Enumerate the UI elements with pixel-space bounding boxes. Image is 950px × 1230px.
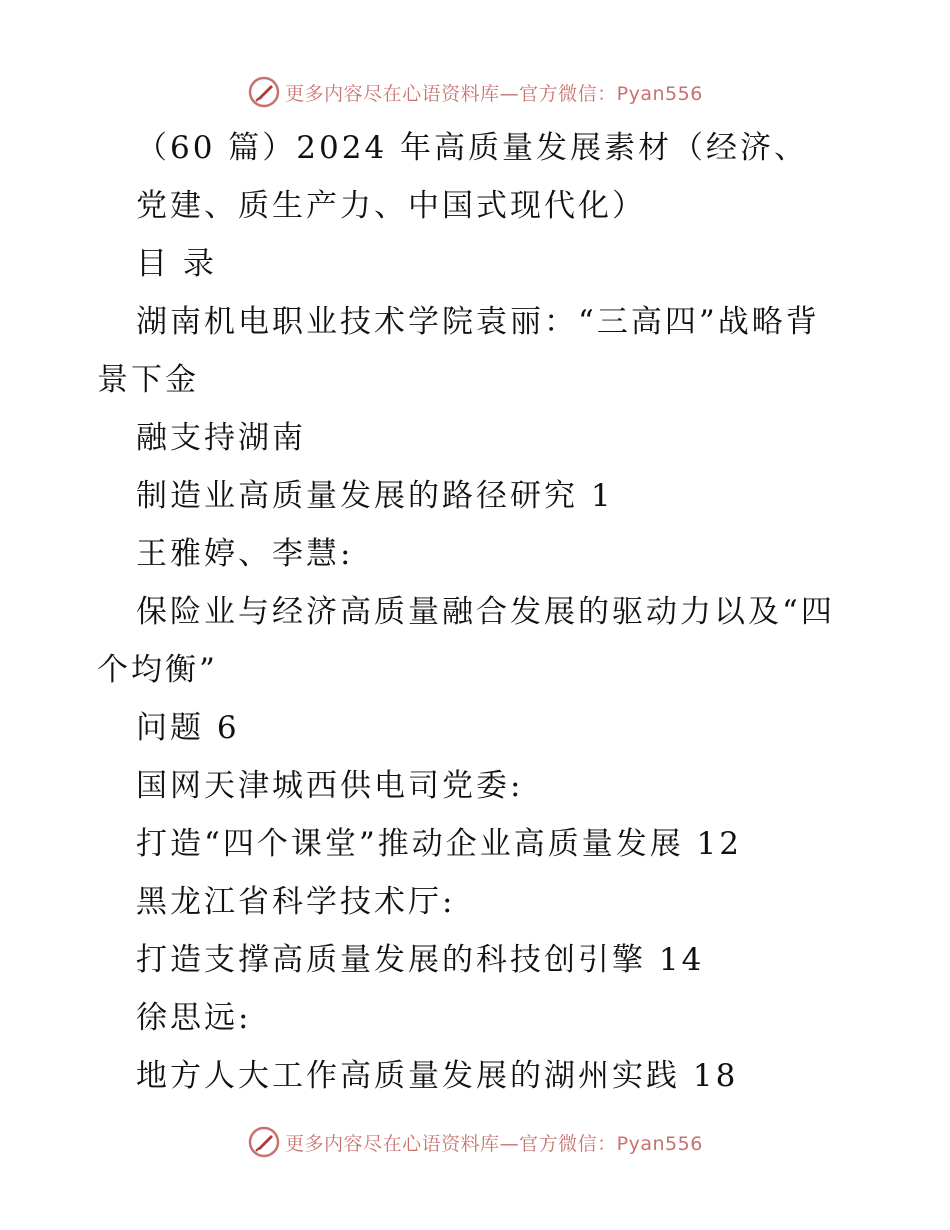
quill-logo-icon: [247, 1125, 281, 1159]
toc-entry: 打造支撑高质量发展的科技创引擎 14: [136, 942, 705, 978]
toc-entry: 景下金: [97, 362, 199, 398]
toc-entry: 徐思远:: [136, 1000, 252, 1036]
toc-entry: 黑龙江省科学技术厅:: [136, 884, 456, 920]
toc-entry: 湖南机电职业技术学院袁丽：“三高四”战略背: [136, 304, 820, 340]
toc-entry: 打造“四个课堂”推动企业高质量发展 12: [136, 826, 742, 862]
watermark-text: 更多内容尽在心语资料库—官方微信：Pyan556: [285, 82, 703, 105]
toc-heading: 目 录: [136, 246, 217, 282]
watermark-text: 更多内容尽在心语资料库—官方微信：Pyan556: [285, 1132, 703, 1155]
quill-logo-icon: [247, 75, 281, 109]
watermark-banner-top: [0, 72, 950, 112]
toc-entry: 融支持湖南: [136, 420, 306, 456]
document-title-line1: （60 篇）2024 年高质量发展素材（经济、: [136, 130, 809, 166]
toc-entry: 个均衡”: [97, 652, 218, 688]
toc-entry: 地方人大工作高质量发展的湖州实践 18: [136, 1058, 739, 1094]
toc-entry: 问题 6: [136, 710, 240, 746]
toc-entry: 国网天津城西供电司党委:: [136, 768, 524, 804]
document-title-line2: 党建、质生产力、中国式现代化）: [136, 188, 646, 224]
toc-entry: 王雅婷、李慧:: [136, 536, 354, 572]
toc-entry: 制造业高质量发展的路径研究 1: [136, 478, 614, 514]
toc-entry: 保险业与经济高质量融合发展的驱动力以及“四: [136, 594, 835, 630]
watermark-banner-bottom: [0, 1122, 950, 1162]
